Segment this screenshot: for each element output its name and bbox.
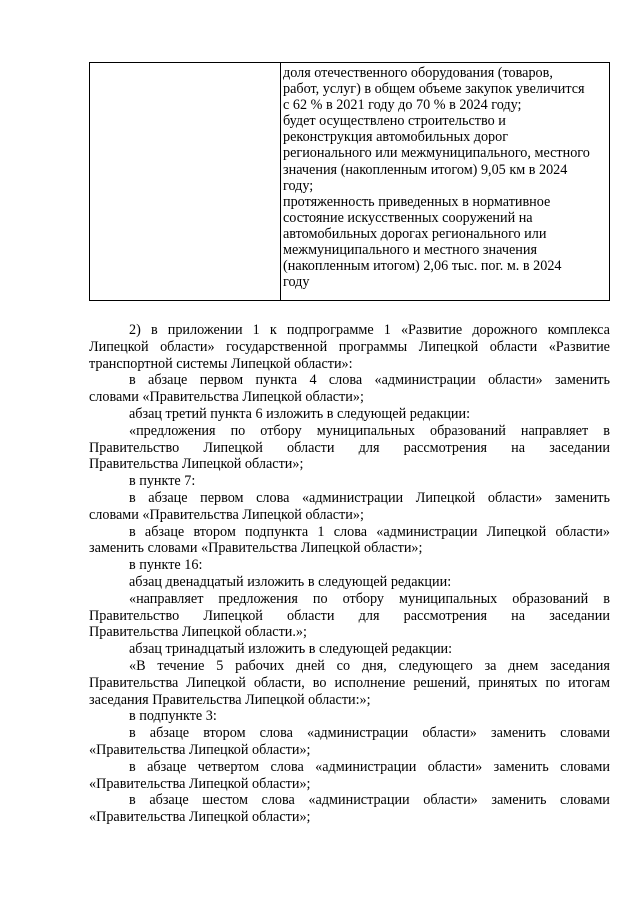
paragraph-line: словами «Правительства Липецкой области»; [89,389,364,406]
paragraph-line: словами «Правительства Липецкой области»; [89,506,364,523]
table-text-line: будет осуществлено строительство и [283,113,506,130]
table-text-line: реконструкция автомобильных дорог [283,129,509,146]
paragraph-line: транспортной системы Липецкой области»: [89,355,353,372]
table-text-line: работ, услуг) в общем объеме закупок увеличится [283,81,585,98]
paragraph-line: абзац третий пункта 6 изложить в следующей редакции: [129,405,471,422]
table-text-line: году [283,274,310,291]
indicators-table [89,62,610,301]
paragraph-line: 2) в приложении 1 к подпрограмме 1 «Развитие дорожного комплекса [129,322,610,338]
paragraph-line: «Правительства Липецкой области»; [89,741,311,758]
paragraph-line: Липецкой области» государственной программы Липецкой области «Развитие [89,338,610,355]
table-text-line: протяженность приведенных в нормативное [283,193,551,210]
paragraph-line: абзац двенадцатый изложить в следующей редакции: [129,573,452,590]
table-left-cell [90,63,281,300]
paragraph-line: абзац тринадцатый изложить в следующей редакции: [129,641,453,658]
table-text-line: году; [283,177,314,194]
paragraph-line: Правительства Липецкой области»; [89,456,304,473]
paragraph-line: «предложения по отбору муниципальных образований направляет в [129,422,610,439]
table-text-line: с 62 % в 2021 году до 70 % в 2024 году; [283,97,522,114]
table-right-cell [283,65,607,290]
paragraph-line: в абзаце втором слова «администрации области» заменить словами [129,725,610,742]
paragraph-line: заменить словами «Правительства Липецкой области»; [89,540,423,557]
paragraph-line: Правительства Липецкой области, во исполнение решений, принятых по итогам [89,674,610,691]
paragraph-line: «Правительства Липецкой области»; [89,775,311,792]
table-text-line: межмуниципального и местного значения [283,242,538,259]
paragraph-line: в пункте 7: [129,473,196,490]
paragraph-line: заседания Правительства Липецкой области:»; [89,691,371,708]
table-text-line: состояние искусственных сооружений на [283,209,533,226]
table-text-line: (накопленным итогом) 2,06 тыс. пог. м. в 2024 [283,258,562,275]
table-text-line: значения (накопленным итогом) 9,05 км в 2024 [283,161,568,178]
paragraph-line: «направляет предложения по отбору муниципальных образований в [129,590,610,607]
paragraph-line: в абзаце четвертом слова «администрации области» заменить словами [129,758,610,775]
paragraph-line: в абзаце первом слова «администрации Липецкой области» заменить [129,489,610,506]
paragraph-line: Правительство Липецкой области для рассмотрения на заседании [89,607,610,624]
paragraph-line: в абзаце первом пункта 4 слова «администрации области» заменить [129,372,610,389]
paragraph-line: в абзаце втором подпункта 1 слова «администрации Липецкой области» [129,523,610,540]
paragraph-line: Правительство Липецкой области для рассмотрения на заседании [89,439,610,456]
paragraph-line: в пункте 16: [129,557,203,574]
table-text-line: автомобильных дорогах регионального или [283,225,547,242]
table-text-line: регионального или межмуниципального, местного [283,145,590,162]
paragraph-line: в подпункте 3: [129,708,217,725]
paragraph-line: в абзаце шестом слова «администрации области» заменить словами [129,792,610,809]
document-body [89,322,610,826]
paragraph-line: Правительства Липецкой области.»; [89,624,307,641]
table-text-line: доля отечественного оборудования (товаров, [283,65,553,81]
paragraph-line: «Правительства Липецкой области»; [89,809,311,826]
paragraph-line: «В течение 5 рабочих дней со дня, следующего за днем заседания [129,657,610,674]
